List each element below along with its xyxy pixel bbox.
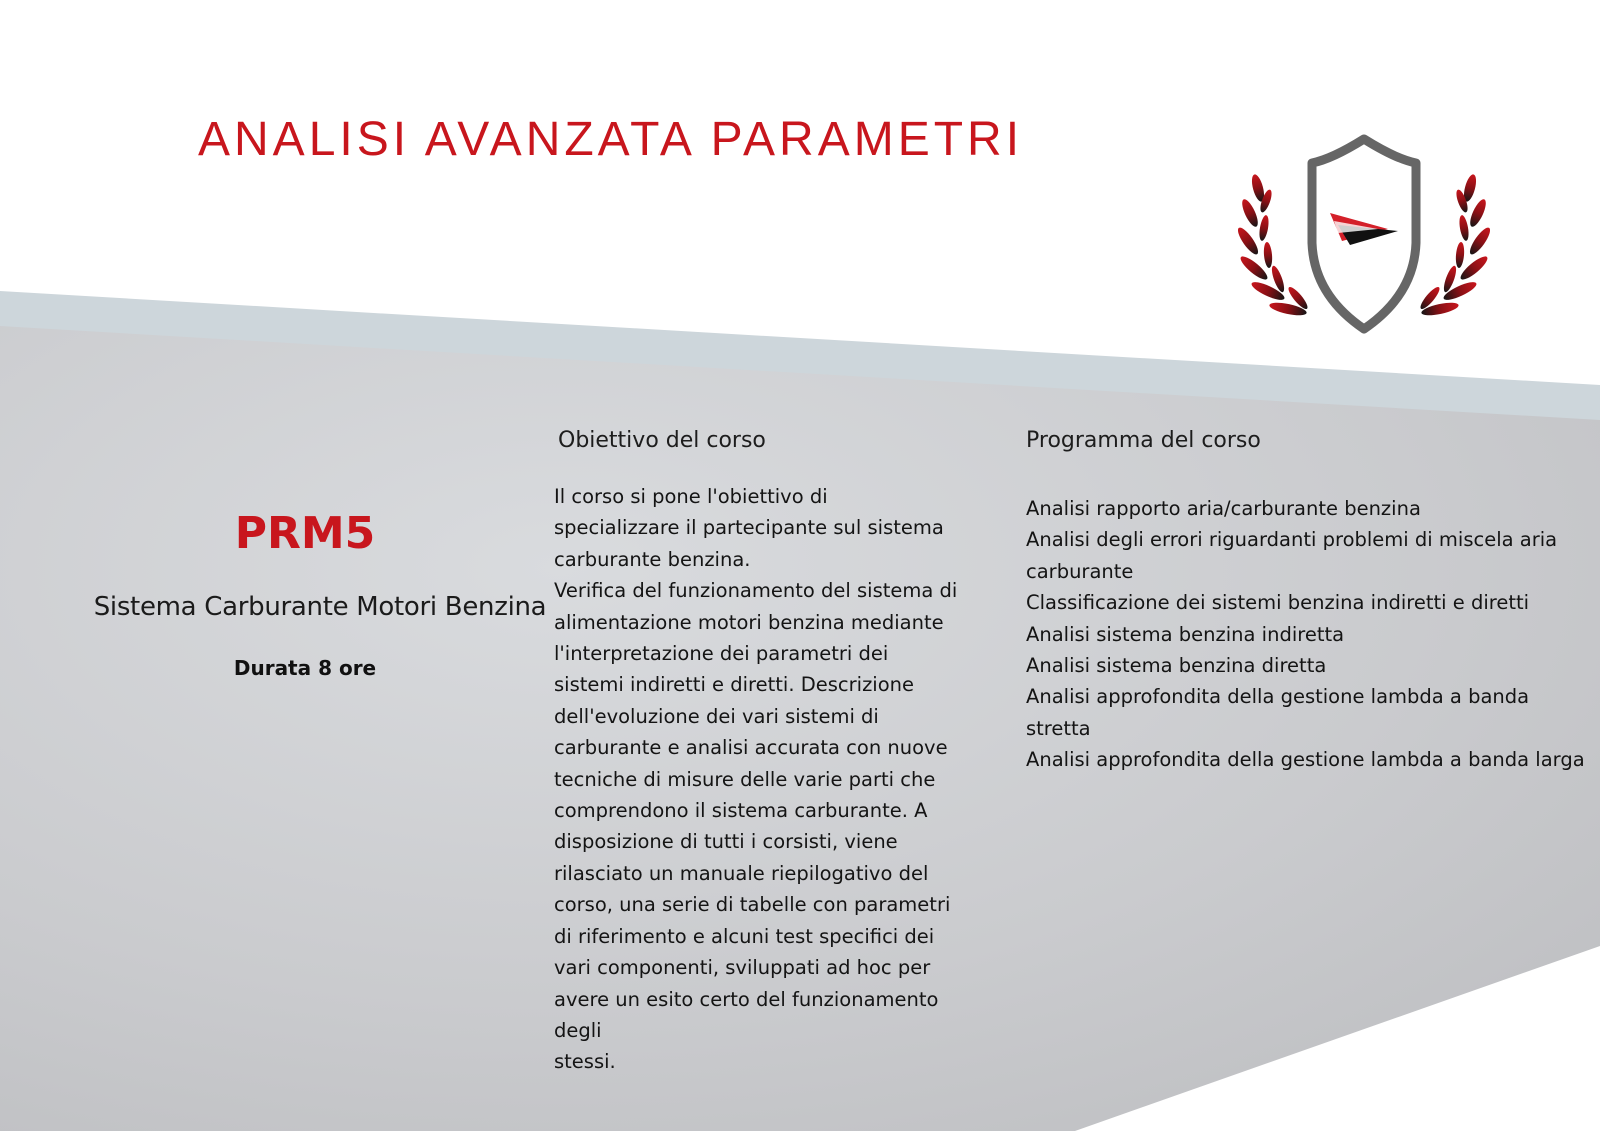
objective-line: dell'evoluzione dei vari sistemi di (554, 704, 879, 728)
course-name: Sistema Carburante Motori Benzina (93, 592, 547, 622)
objective-line: Il corso si pone l'obiettivo di (554, 485, 828, 508)
program-item: Analisi degli errori riguardanti problemi di miscela aria (1026, 528, 1558, 552)
objective-line: l'interpretazione dei parametri dei (554, 642, 889, 666)
objective-line: rilasciato un manuale riepilogativo del (554, 861, 929, 885)
program-item: stretta (1026, 716, 1091, 740)
program-item: Analisi approfondita della gestione lambda a banda larga (1026, 748, 1585, 772)
course-code: PRM5 (234, 508, 376, 559)
objective-line: comprendono il sistema carburante. A (554, 799, 928, 823)
objective-line: disposizione di tutti i corsisti, viene (554, 830, 898, 854)
program-list (1026, 493, 1596, 776)
objective-line: alimentazione motori benzina mediante (554, 610, 944, 634)
objective-line: stessi. (554, 1050, 616, 1074)
program-item: Analisi sistema benzina diretta (1026, 654, 1327, 678)
program-item: Analisi approfondita della gestione lambda a banda (1026, 685, 1530, 709)
program-item: Classificazione dei sistemi benzina indiretti e diretti (1026, 591, 1530, 615)
program-item: Analisi rapporto aria/carburante benzina (1026, 497, 1421, 520)
objective-line: sistemi indiretti e diretti. Descrizione (554, 673, 915, 697)
objective-line: carburante e analisi accurata con nuove (554, 736, 948, 760)
objective-line: Verifica del funzionamento del sistema di (554, 579, 958, 603)
shield-laurel-logo (1238, 133, 1490, 338)
objective-line: carburante benzina. (554, 547, 751, 571)
objective-heading: Obiettivo del corso (558, 428, 766, 453)
objective-line: tecniche di misure delle varie parti che (554, 767, 936, 791)
course-duration: Durata 8 ore (233, 656, 377, 680)
objective-line: degli (554, 1018, 602, 1042)
objective-line: corso, una serie di tabelle con parametri (554, 893, 951, 917)
page-title: ANALISI AVANZATA PARAMETRI (198, 113, 1024, 166)
objective-line: di riferimento e alcuni test specifici dei (554, 924, 935, 948)
objective-line: vari componenti, sviluppati ad hoc per (554, 956, 931, 980)
objective-text (554, 481, 974, 1078)
objective-line: specializzare il partecipante sul sistema (554, 516, 944, 540)
objective-line: avere un esito certo del funzionamento (554, 987, 939, 1011)
program-item: carburante (1026, 559, 1134, 583)
program-item: Analisi sistema benzina indiretta (1026, 622, 1345, 646)
program-heading: Programma del corso (1026, 428, 1261, 453)
